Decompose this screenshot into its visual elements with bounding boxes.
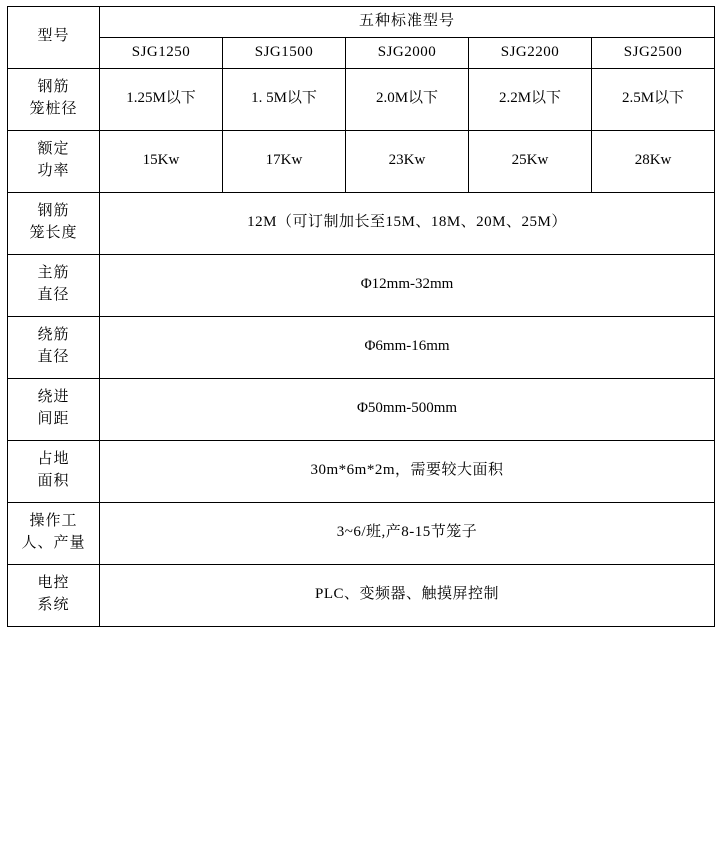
floor-area-value: 30m*6m*2m，需要较大面积 (100, 440, 715, 502)
table-row-control-system (8, 564, 715, 626)
model-name-4: SJG2200 (469, 37, 592, 68)
table-row-main-bar-diameter (8, 254, 715, 316)
table-row-models (8, 37, 715, 68)
row-label-rated-power: 额定 功率 (8, 130, 100, 192)
rated-power-2: 17Kw (223, 130, 346, 192)
spec-sheet (0, 6, 721, 856)
model-name-1: SJG1250 (100, 37, 223, 68)
winding-pitch-value: Φ50mm-500mm (100, 378, 715, 440)
control-system-value: PLC、变频器、触摸屏控制 (100, 564, 715, 626)
table-row-header-title (8, 7, 715, 38)
row-label-model: 型号 (8, 7, 100, 69)
model-name-3: SJG2000 (346, 37, 469, 68)
cage-diameter-2: 1. 5M以下 (223, 68, 346, 130)
table-row-floor-area (8, 440, 715, 502)
operators-output-value: 3~6/班,产8-15节笼子 (100, 502, 715, 564)
model-name-2: SJG1500 (223, 37, 346, 68)
row-label-cage-diameter: 钢筋 笼桩径 (8, 68, 100, 130)
cage-diameter-5: 2.5M以下 (592, 68, 715, 130)
row-label-main-bar-diameter: 主筋 直径 (8, 254, 100, 316)
rated-power-3: 23Kw (346, 130, 469, 192)
row-label-winding-bar-diameter: 绕筋 直径 (8, 316, 100, 378)
rated-power-1: 15Kw (100, 130, 223, 192)
header-group-title: 五种标准型号 (100, 7, 715, 38)
cage-diameter-4: 2.2M以下 (469, 68, 592, 130)
table-row-operators-output (8, 502, 715, 564)
row-label-winding-pitch: 绕进 间距 (8, 378, 100, 440)
cage-length-value: 12M（可订制加长至15M、18M、20M、25M） (100, 192, 715, 254)
model-name-5: SJG2500 (592, 37, 715, 68)
rated-power-5: 28Kw (592, 130, 715, 192)
row-label-operators-output: 操作工 人、产量 (8, 502, 100, 564)
table-row-winding-pitch (8, 378, 715, 440)
table-row-winding-bar-diameter (8, 316, 715, 378)
table-row-cage-diameter (8, 68, 715, 130)
cage-diameter-3: 2.0M以下 (346, 68, 469, 130)
row-label-control-system: 电控 系统 (8, 564, 100, 626)
cage-diameter-1: 1.25M以下 (100, 68, 223, 130)
main-bar-diameter-value: Φ12mm-32mm (100, 254, 715, 316)
table-row-cage-length (8, 192, 715, 254)
row-label-cage-length: 钢筋 笼长度 (8, 192, 100, 254)
table-row-rated-power (8, 130, 715, 192)
winding-bar-diameter-value: Φ6mm-16mm (100, 316, 715, 378)
rated-power-4: 25Kw (469, 130, 592, 192)
row-label-floor-area: 占地 面积 (8, 440, 100, 502)
specification-table (7, 6, 715, 627)
